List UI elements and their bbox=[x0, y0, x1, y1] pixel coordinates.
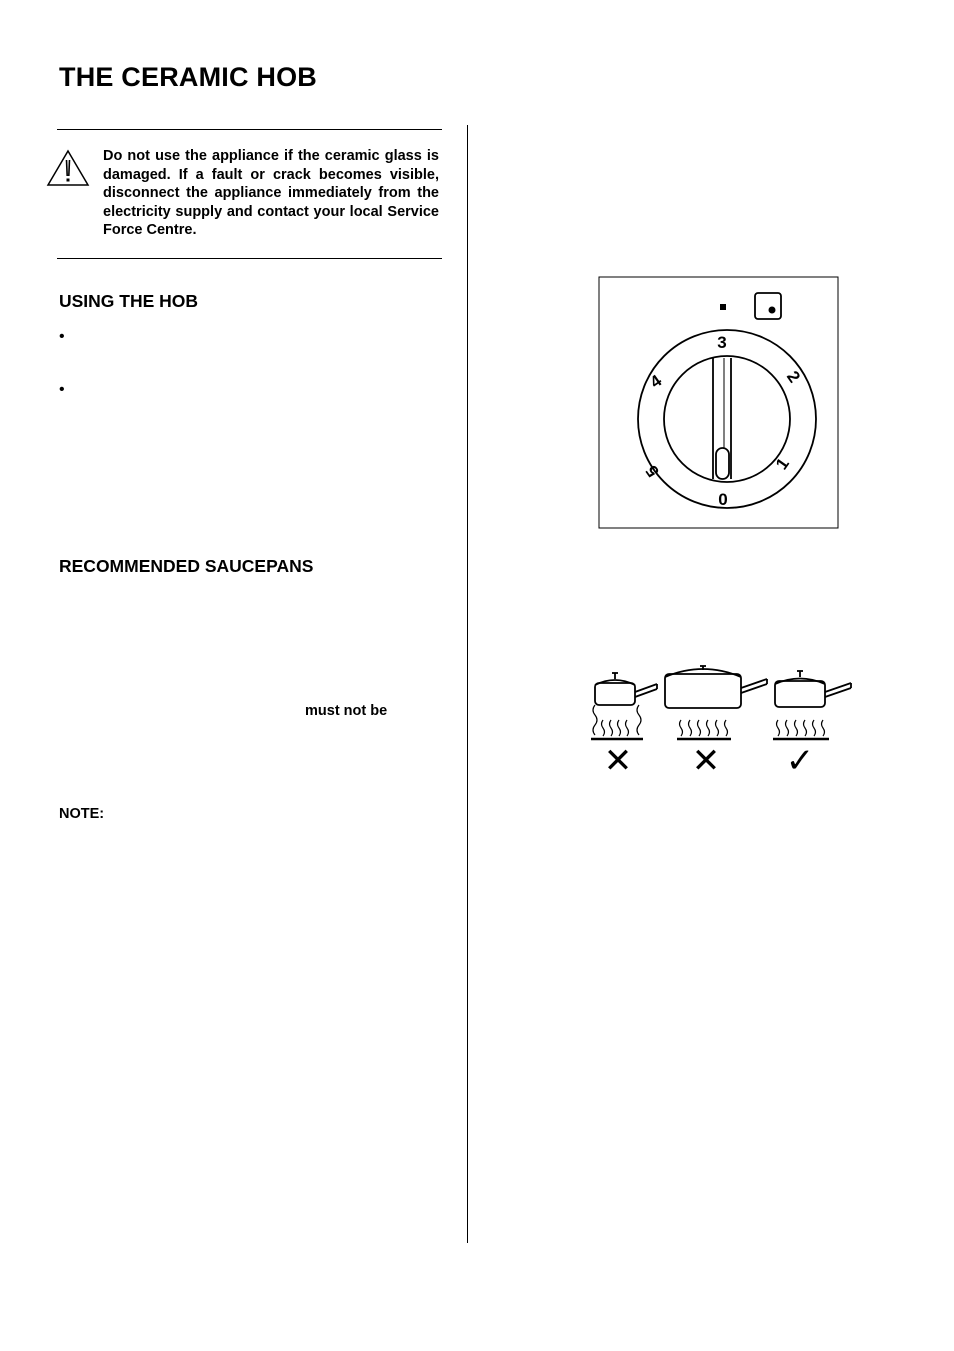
warning-top-rule bbox=[57, 129, 442, 130]
knob-setting-2: 2 bbox=[783, 367, 805, 387]
knob-setting-0: 0 bbox=[718, 490, 728, 509]
knob-setting-1: 1 bbox=[771, 454, 793, 474]
bullet-2: • bbox=[59, 381, 65, 398]
pan-large-on-small-zone bbox=[665, 666, 767, 739]
warning-triangle-icon bbox=[46, 149, 90, 187]
section-heading-saucepans: RECOMMENDED SAUCEPANS bbox=[59, 556, 314, 576]
note-label: NOTE: bbox=[59, 806, 105, 822]
pan-correct-size bbox=[773, 671, 851, 739]
emphasis-must-not-be: must not be bbox=[305, 703, 388, 719]
pan-small-on-large-zone bbox=[591, 673, 657, 739]
incorrect-mark-icon: ✕ bbox=[603, 741, 633, 776]
warning-text: Do not use the appliance if the ceramic glass is damaged. If a fault or crack becomes visible, disconnect the appliance immediately from the electricity supply and contact your local Service Force Centre. bbox=[103, 148, 439, 238]
warning-bottom-rule bbox=[57, 258, 442, 259]
knob-setting-5: 5 bbox=[641, 461, 663, 481]
bullet-1: • bbox=[59, 328, 65, 345]
column-divider bbox=[467, 125, 468, 1243]
knob-setting-4: 4 bbox=[646, 370, 666, 392]
saucepan-diagram bbox=[585, 662, 855, 776]
correct-mark-icon: ✓ bbox=[785, 741, 815, 776]
indicator-square-icon bbox=[720, 304, 726, 310]
knob-setting-3: 3 bbox=[717, 333, 727, 352]
incorrect-mark-icon: ✕ bbox=[691, 741, 721, 776]
control-knob-diagram bbox=[598, 276, 839, 529]
hotplate-position-dot bbox=[769, 307, 776, 314]
knob-pointer bbox=[716, 448, 729, 479]
section-heading-using-hob: USING THE HOB bbox=[59, 291, 199, 311]
page-title: THE CERAMIC HOB bbox=[59, 62, 317, 92]
